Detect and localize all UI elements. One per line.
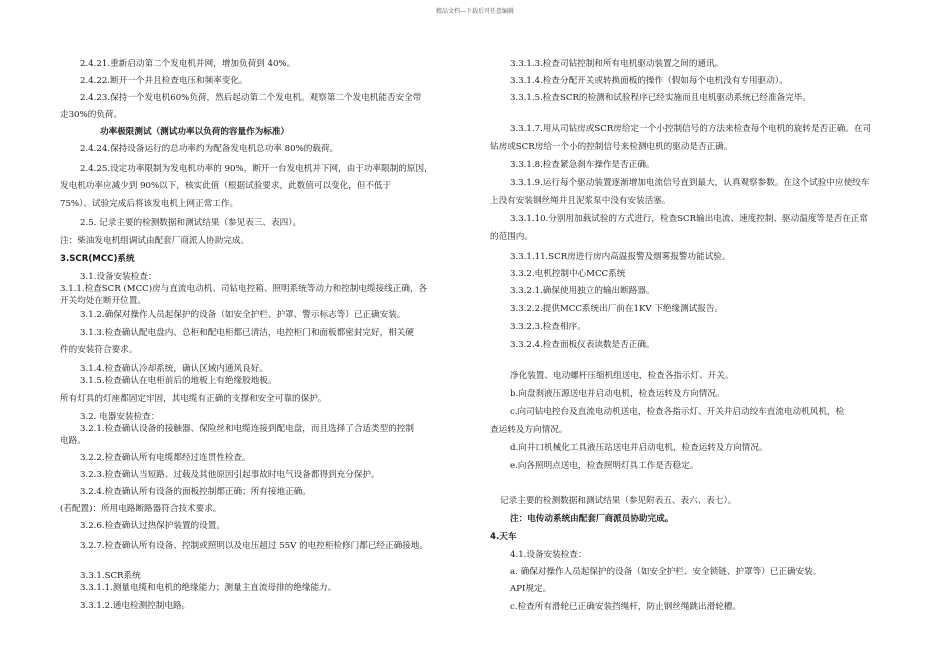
left-line: 电路。 bbox=[60, 436, 86, 446]
right-line: 3.3.2.2.提供MCC系统出厂前在1KV 下绝缘测试报告。 bbox=[510, 304, 724, 314]
left-line: 3.2.6.检查确认过热保护装置的设置。 bbox=[80, 521, 225, 531]
left-line: (若配置)：所用电路断路器符合技术要求。 bbox=[60, 504, 222, 514]
right-line: 的范围内。 bbox=[490, 232, 533, 242]
right-line: 注：电传动系统由配套厂商派员协助完成。 bbox=[510, 514, 674, 524]
left-line: 2.4.21.重新启动第二个发电机并网，增加负荷到 40%。 bbox=[80, 59, 296, 69]
right-line: 上没有安装钢丝绳并且泥浆泵中没有安装活塞。 bbox=[490, 196, 671, 206]
right-line: 记录主要的检测数据和测试结果（参见附表五、表六、表七）。 bbox=[500, 496, 737, 506]
right-line: 查运转及方向情况。 bbox=[490, 425, 568, 435]
left-line: 3.2.3.检查确认当短路、过载及其他原因引起事故时电气设备都得到充分保护。 bbox=[80, 470, 380, 480]
left-line: 功率极限测试（测试功率以负荷的容量作为标准） bbox=[100, 127, 290, 137]
left-line: 3.1.4.检查确认冷却系统，确认区域内通风良好。 bbox=[80, 364, 268, 374]
right-line: 净化装置、电动螺杆压缩机组送电，检查各指示灯、开关。 bbox=[510, 371, 734, 381]
right-line: 3.3.2.电机控制中心MCC系统 bbox=[510, 269, 626, 279]
right-line: 3.3.1.11.SCR房进行房内高温报警及烟雾报警功能试验。 bbox=[510, 252, 731, 262]
left-line: 3.2.7.检查确认所有设备、控制或照明以及电压超过 55V 的电控柜检修门都已经正确接地。 bbox=[80, 541, 428, 551]
left-line: 3.1.3.检查确认配电盘内、总柜和配电柜都已清洁，电控柜门和面板都密封完好，相关硬 bbox=[80, 328, 414, 338]
right-line: e.向各照明点送电，检查照明灯具工作是否稳定。 bbox=[510, 461, 699, 471]
right-line: c.检查所有滑轮已正确安装挡绳杆，防止钢丝绳跳出滑轮槽。 bbox=[510, 602, 741, 612]
left-line: 3.1.1.检查SCR (MCC)房与直流电动机、司钻电控箱、照明系统等动力和控制电缆接线正确，各 bbox=[60, 284, 428, 294]
right-line: b.向盘刹液压源送电并启动电机，检查运转及方向情况。 bbox=[510, 389, 725, 399]
left-line: 3.2.4.检查确认所有设备的面板控制都正确；所有接地正确。 bbox=[80, 487, 311, 497]
left-line: 2.4.25.设定功率限制为发电机功率的 90%，断开一台发电机并下网，由于功率限制的原因， bbox=[80, 164, 433, 174]
right-line: 3.3.1.8.检查紧急刹车操作是否正确。 bbox=[510, 160, 655, 170]
left-line: 走30%的负荷。 bbox=[60, 110, 123, 120]
left-line: 3.2.2.检查确认所有电缆都经过连贯性检查。 bbox=[80, 453, 251, 463]
right-line: 3.3.1.7.用从司钻房或SCR房给定一个小控制信号的方法来检查每个电机的旋转是否正确。在司 bbox=[510, 124, 872, 134]
left-line: 3.1.设备安装检查： bbox=[80, 272, 157, 282]
left-line: 件的安装符合要求。 bbox=[60, 345, 138, 355]
left-line: 2.4.23.保持一个发电机60%负荷，然后起动第二个发电机。观察第二个发电机能否安全带 bbox=[80, 93, 422, 103]
left-line: 3.1.5.检查确认在电柜前后的地板上有绝缘胶地板。 bbox=[80, 376, 277, 386]
right-line: a. 确保对操作人员起保护的设备（如安全护栏、安全锁链、护罩等）已正确安装。 bbox=[510, 567, 822, 577]
right-line: 3.3.2.4.检查面板仪表读数是否正确。 bbox=[510, 340, 655, 350]
right-line: 3.3.1.10.分别用加载试验的方式进行，检查SCR输出电流、速度控制、驱动温度等是否在正常 bbox=[510, 214, 868, 224]
left-line: 3.1.2.确保对操作人员起保护的设备（如安全护栏、护罩、警示标志等）已正确安装。 bbox=[80, 310, 406, 320]
left-line: 3.3.1.SCR系统 bbox=[80, 571, 141, 581]
left-line: 2.4.24.保持设备运行的总功率约为配备发电机总功率 80%的载荷。 bbox=[80, 144, 339, 154]
right-line: 4.1.设备安装检查： bbox=[510, 550, 587, 560]
right-line: 3.3.1.5.检查SCR的检测和试验程序已经实施而且电机驱动系统已经准备完毕。 bbox=[510, 93, 811, 103]
right-line: 3.3.1.3.检查司钻控制和所有电机驱动装置之间的通讯。 bbox=[510, 59, 724, 69]
right-line: d.向井口机械化工具液压站送电并启动电机，检查运转及方向情况。 bbox=[510, 443, 768, 453]
left-line: 2.5. 记录主要的检测数据和测试结果（参见表三、表四）。 bbox=[80, 218, 302, 228]
right-line: c.向司钻电控台及直流电动机送电，检查各指示灯、开关并启动绞车直流电动机风机，检 bbox=[510, 407, 845, 417]
left-line: 3.SCR(MCC)系统 bbox=[60, 254, 135, 264]
right-line: 钻房或SCR房给一个小的控制信号来检测电机的驱动是否正确。 bbox=[490, 142, 733, 152]
left-line: 3.2.1.检查确认设备的接触器、保险丝和电缆连接到配电盘，而且选择了合适类型的控制 bbox=[80, 424, 414, 434]
right-line: 3.3.1.4.检查分配开关或转换面板的操作（假如每个电机没有专用驱动）。 bbox=[510, 76, 788, 86]
left-line: 3.3.1.2.通电检测控制电路。 bbox=[80, 601, 191, 611]
left-line: 开关均处在断开位置。 bbox=[60, 296, 146, 306]
left-line: 所有灯具的灯座都固定牢固，其电缆有正确的支撑和安全可靠的保护。 bbox=[60, 394, 327, 404]
right-line: 3.3.1.9.运行每个驱动装置逐渐增加电流信号直到最大，认真观察参数。在这个试验中应使绞车 bbox=[510, 178, 870, 188]
left-line: 3.3.1.1.测量电缆和电机的绝缘能力；测量主直流母排的绝缘能力。 bbox=[80, 583, 337, 593]
right-line: 3.3.2.1.确保使用独立的输出断路器。 bbox=[510, 286, 655, 296]
left-line: 发电机功率应减少到 90%以下，核实此值（根据试验要求，此数值可以变化，但不低于 bbox=[60, 181, 392, 191]
right-line: 3.3.2.3.检查相序。 bbox=[510, 322, 586, 332]
left-line: 3.2. 电器安装检查： bbox=[80, 412, 160, 422]
left-line: 注：柴油发电机组调试由配套厂商派人协助完成。 bbox=[60, 236, 250, 246]
right-line: API规定。 bbox=[510, 584, 552, 594]
right-line: 4.天车 bbox=[490, 532, 517, 542]
page-header: 精品文档---下载后可任意编辑 bbox=[435, 8, 515, 15]
left-line: 2.4.22.断开一个并且检查电压和频率变化。 bbox=[80, 76, 248, 86]
left-line: 75%）。试验完成后将该发电机上网正常工作。 bbox=[60, 199, 239, 209]
